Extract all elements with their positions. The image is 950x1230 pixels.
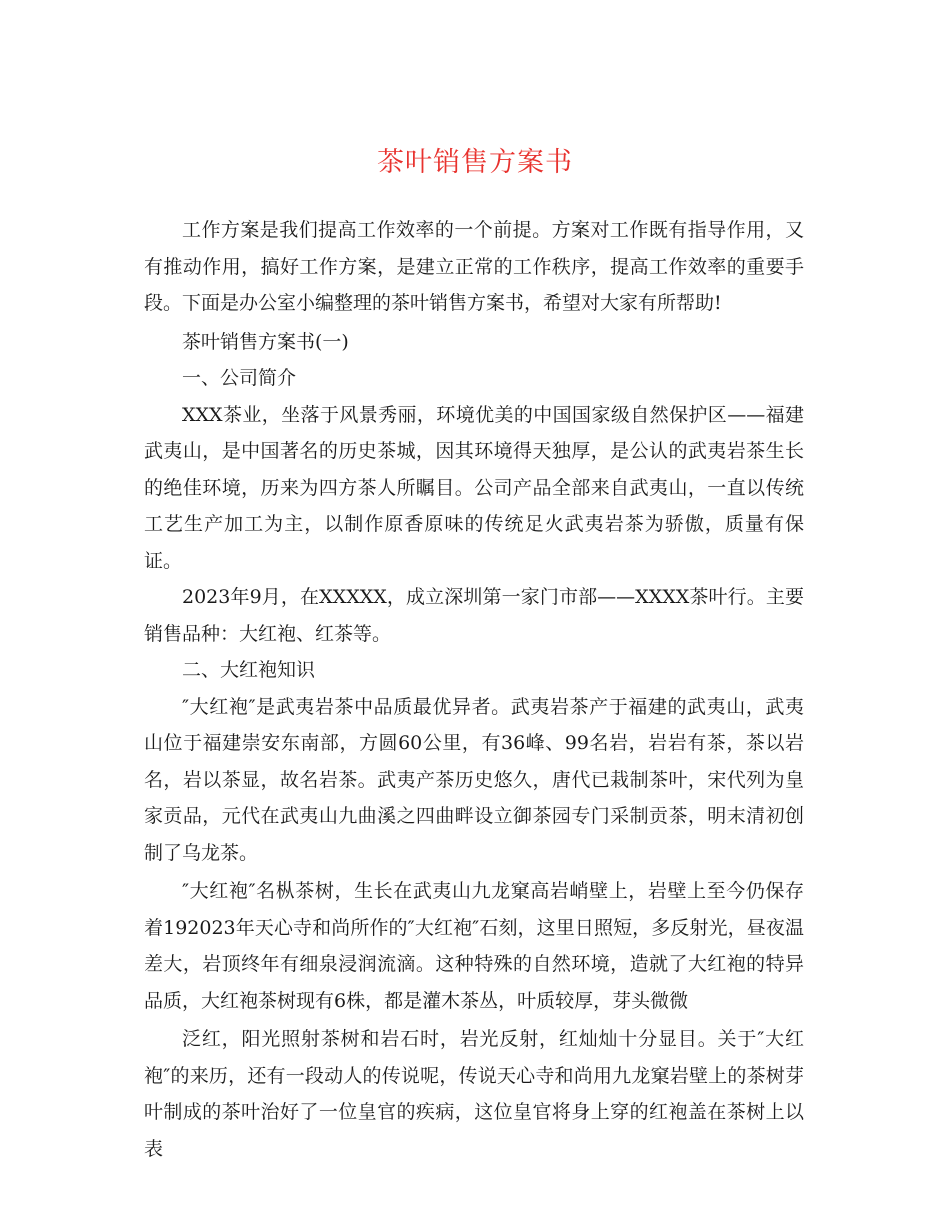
company-intro-paragraph: XXX茶业，坐落于风景秀丽，环境优美的中国国家级自然保护区——福建武夷山，是中国著名的历史茶城，因其环境得天独厚，是公认的武夷岩茶生长的绝佳环境，历来为四方茶人所瞩目。公司产品全部来自武夷山，一直以传统工艺生产加工为主，以制作原香原味的传统足火武夷岩茶为骄傲，质量有保证。 <box>144 403 804 572</box>
section-heading-dahongpao: 二、大红袍知识 <box>182 659 316 681</box>
document-title: 茶叶销售方案书 <box>377 147 573 178</box>
section-heading-plan-one: 茶叶销售方案书(一) <box>182 330 349 353</box>
document-body <box>144 212 804 1167</box>
dahongpao-legend-paragraph: 泛红，阳光照射茶树和岩石时，岩光反射，红灿灿十分显目。关于″大红袍″的来历，还有一段动人的传说呢，传说天心寺和尚用九龙窠岩壁上的茶树芽叶制成的茶叶治好了一位皇官的疾病，这位皇官将身上穿的红袍盖在茶树上以表 <box>144 1028 804 1160</box>
dahongpao-tree-paragraph: ″大红袍″名枞茶树，生长在武夷山九龙窠高岩峭壁上，岩壁上至今仍保存着192023年天心寺和尚所作的″大红袍″石刻，这里日照短，多反射光，昼夜温差大，岩顶终年有细泉浸润流滴。这种特殊的自然环境，造就了大红袍的特异品质，大红袍茶树现有6株，都是灌木茶丛，叶质较厚，芽头微微 <box>144 880 804 1012</box>
store-opening-paragraph: 2023年9月，在XXXXX，成立深圳第一家门市部——XXXX茶叶行。主要销售品种：大红袍、红茶等。 <box>144 586 804 645</box>
section-heading-company-intro: 一、公司简介 <box>182 367 297 389</box>
dahongpao-origin-paragraph: ″大红袍″是武夷岩茶中品质最优异者。武夷岩茶产于福建的武夷山，武夷山位于福建崇安东南部，方圆60公里，有36峰、99名岩，岩岩有茶，茶以岩名，岩以茶显，故名岩茶。武夷产茶历史悠久，唐代已栽制茶叶，宋代列为皇家贡品，元代在武夷山九曲溪之四曲畔设立御茶园专门采制贡茶，明末清初创制了乌龙茶。 <box>144 695 804 864</box>
intro-paragraph: 工作方案是我们提高工作效率的一个前提。方案对工作既有指导作用，又有推动作用，搞好工作方案，是建立正常的工作秩序，提高工作效率的重要手段。下面是办公室小编整理的茶叶销售方案书，希望对大家有所帮助! <box>144 219 804 314</box>
